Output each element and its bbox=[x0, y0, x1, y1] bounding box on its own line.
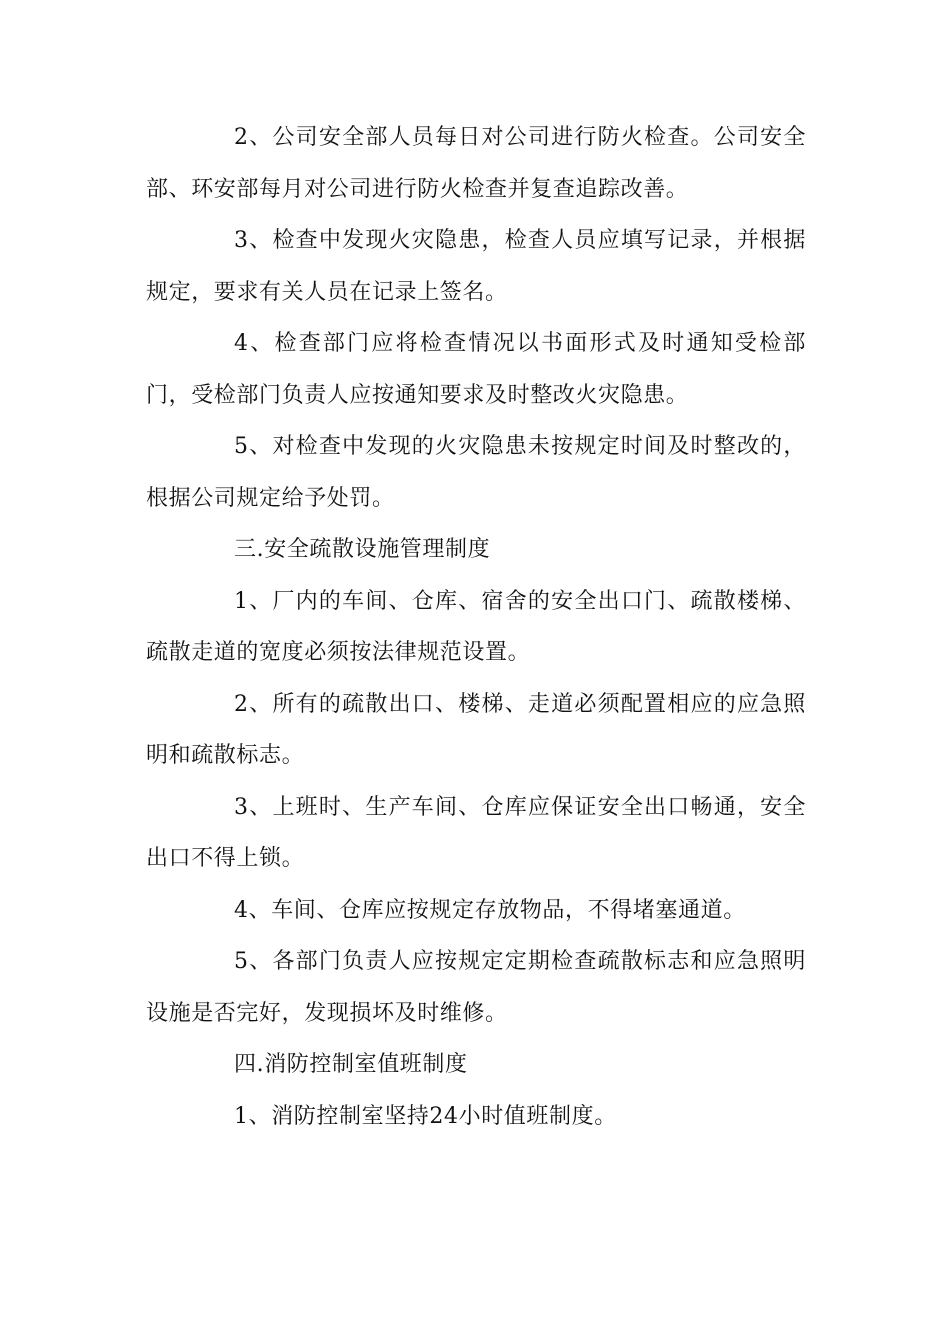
section-heading-evacuation: 三.安全疏散设施管理制度 bbox=[234, 537, 491, 562]
section-heading-control-room: 四.消防控制室值班制度 bbox=[234, 1052, 468, 1077]
paragraph-24h-duty: 1、消防控制室坚持24小时值班制度。 bbox=[234, 1103, 617, 1129]
paragraph-exits-unlocked: 3、上班时、生产车间、仓库应保证安全出口畅通，安全出口不得上锁。 bbox=[146, 794, 806, 871]
paragraph-exit-width: 1、厂内的车间、仓库、宿舍的安全出口门、疏散楼梯、疏散走道的宽度必须按法律规范设置。 bbox=[146, 588, 806, 665]
paragraph-inspection-daily: 2、公司安全部人员每日对公司进行防火检查。公司安全部、环安部每月对公司进行防火检查并复查追踪改善。 bbox=[146, 125, 806, 202]
paragraph-penalty: 5、对检查中发现的火灾隐患未按规定时间及时整改的，根据公司规定给予处罚。 bbox=[146, 434, 806, 511]
paragraph-written-notice: 4、检查部门应将检查情况以书面形式及时通知受检部门，受检部门负责人应按通知要求及时整改火灾隐患。 bbox=[146, 331, 806, 408]
document-body bbox=[146, 112, 806, 1142]
paragraph-hazard-record: 3、检查中发现火灾隐患，检查人员应填写记录，并根据规定，要求有关人员在记录上签名。 bbox=[146, 228, 806, 305]
paragraph-storage: 4、车间、仓库应按规定存放物品，不得堵塞通道。 bbox=[234, 897, 746, 923]
paragraph-emergency-lighting: 2、所有的疏散出口、楼梯、走道必须配置相应的应急照明和疏散标志。 bbox=[146, 691, 806, 768]
paragraph-periodic-check: 5、各部门负责人应按规定定期检查疏散标志和应急照明设施是否完好，发现损坏及时维修。 bbox=[146, 949, 806, 1026]
